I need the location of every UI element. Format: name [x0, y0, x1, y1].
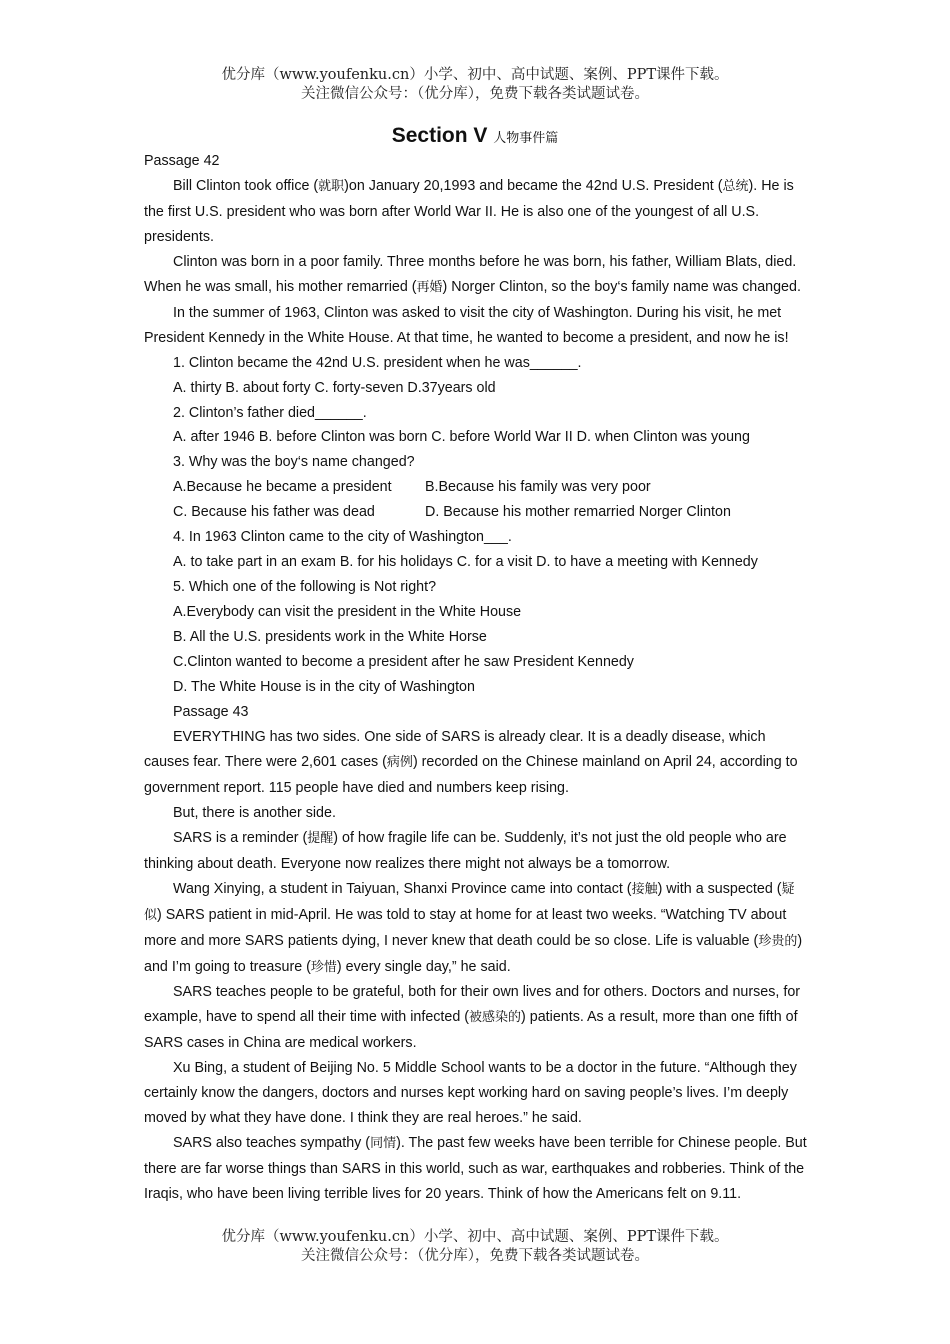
- document-body: [144, 149, 808, 1207]
- passage-42-paragraph-2: Clinton was born in a poor family. Three months before he was born, his father, William Blats, died. When he was small, his mother remarried (再婚) Norger Clinton, so the boy‘s family name was changed.: [144, 253, 801, 295]
- question-3-option-d: D. Because his mother remarried Norger Clinton: [425, 504, 731, 521]
- question-3-options-ab: [144, 475, 808, 500]
- question-5-option-c: C.Clinton wanted to become a president after he saw President Kennedy: [173, 654, 634, 671]
- passage-43-paragraph-7: SARS also teaches sympathy (同情). The past few weeks have been terrible for Chinese people. But there are far worse things than SARS in this world, such as war, earthquakes and robberies. Think of the Iraqis, who have been living terrible lives for 20 years. Think of how the Americans felt on 9.11.: [144, 1135, 807, 1203]
- question-2-options: A. after 1946 B. before Clinton was born C. before World War II D. when Clinton was young: [173, 429, 750, 446]
- question-4-options: A. to take part in an exam B. for his holidays C. for a visit D. to have a meeting with Kennedy: [173, 554, 758, 571]
- passage-42-label: Passage 42: [144, 153, 220, 169]
- passage-43-paragraph-2: But, there is another side.: [173, 804, 336, 821]
- question-3-option-c: C. Because his father was dead: [173, 504, 375, 521]
- question-2: 2. Clinton’s father died______.: [173, 404, 367, 421]
- question-5-option-b: B. All the U.S. presidents work in the White Horse: [173, 629, 487, 646]
- passage-43-paragraph-4: Wang Xinying, a student in Taiyuan, Shanxi Province came into contact (接触) with a suspected (疑似) SARS patient in mid-April. He was told to stay at home for at least two weeks. “Watching TV about more and more SARS patients dying, I never knew that death could be so close. Life is valuable (珍贵的) and I’m going to treasure (珍惜) every single day,” he said.: [144, 880, 803, 975]
- passage-43-label: Passage 43: [173, 703, 249, 720]
- header-line-2: 关注微信公众号：（优分库），免费下载各类试题试卷。: [301, 86, 649, 102]
- page-footer: [0, 1228, 950, 1266]
- question-5-option-a: A.Everybody can visit the president in the White House: [173, 604, 522, 621]
- page-header: [0, 66, 950, 104]
- question-5: 5. Which one of the following is Not right?: [173, 579, 437, 596]
- section-title-chinese: 人物事件篇: [493, 131, 559, 146]
- section-title-bold: Section V: [391, 124, 488, 147]
- question-4: 4. In 1963 Clinton came to the city of Washington___.: [173, 529, 512, 546]
- passage-42-paragraph-1: Bill Clinton took office (就职)on January 20,1993 and became the 42nd U.S. President (总统). He is the first U.S. president who was born after World War II. He is also one of the youngest of all U.S. presidents.: [144, 177, 794, 245]
- question-1: 1. Clinton became the 42nd U.S. president when he was______.: [173, 354, 582, 371]
- passage-43-paragraph-3: SARS is a reminder (提醒) of how fragile life can be. Suddenly, it’s not just the old people who are thinking about death. Everyone now realizes there might not always be a tomorrow.: [144, 829, 787, 872]
- footer-line-2: 关注微信公众号：（优分库），免费下载各类试题试卷。: [301, 1248, 649, 1264]
- question-1-options: A. thirty B. about forty C. forty-seven D.37years old: [173, 379, 496, 396]
- footer-line-1: 优分库（www.youfenku.cn）小学、初中、高中试题、案例、PPT课件下载。: [221, 1229, 729, 1245]
- question-3-option-b: B.Because his family was very poor: [425, 479, 651, 496]
- passage-43-paragraph-6: Xu Bing, a student of Beijing No. 5 Middle School wants to be a doctor in the future. “Although they certainly know the dangers, doctors and nurses kept working hard on saving people’s lives. I’m deeply moved by what they have done. I think they are real heroes.” he said.: [144, 1060, 797, 1127]
- passage-43-paragraph-1: EVERYTHING has two sides. One side of SARS is already clear. It is a deadly disease, which causes fear. There were 2,601 cases (病例) recorded on the Chinese mainland on April 24, according to government report. 115 people have died and numbers keep rising.: [144, 728, 798, 796]
- question-3-options-cd: [144, 500, 808, 525]
- passage-43-paragraph-5: SARS teaches people to be grateful, both for their own lives and for others. Doctors and nurses, for example, have to spend all their time with infected (被感染的) patients. As a result, more than one fifth of SARS cases in China are medical workers.: [144, 984, 801, 1052]
- question-3: 3. Why was the boy‘s name changed?: [173, 454, 415, 471]
- question-3-option-a: A.Because he became a president: [173, 479, 392, 496]
- question-5-option-d: D. The White House is in the city of Washington: [173, 679, 475, 696]
- header-line-1: 优分库（www.youfenku.cn）小学、初中、高中试题、案例、PPT课件下载。: [221, 67, 729, 83]
- passage-42-paragraph-3: In the summer of 1963, Clinton was asked to visit the city of Washington. During his visit, he met President Kennedy in the White House. At that time, he wanted to become a president, and now he is!: [144, 304, 789, 346]
